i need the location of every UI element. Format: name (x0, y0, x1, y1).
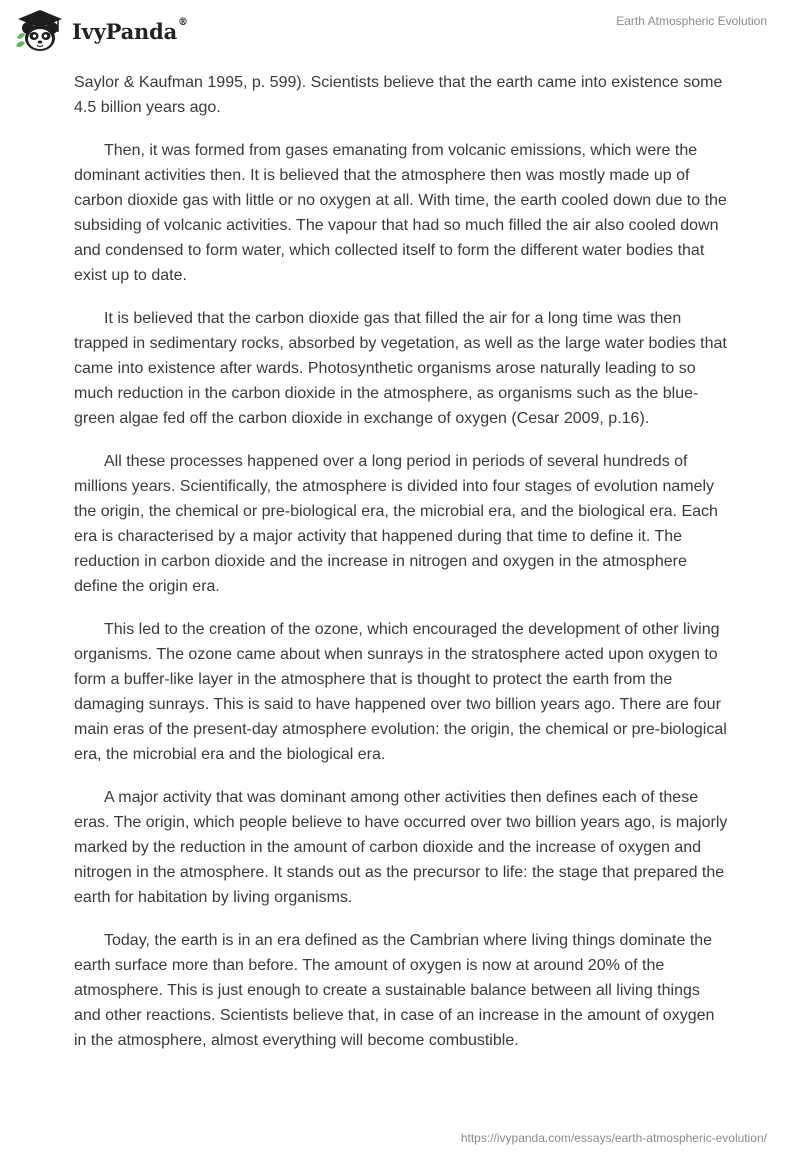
brand-name (72, 16, 188, 44)
source-url[interactable]: https://ivypanda.com/essays/earth-atmospheric-evolution/ (460, 1131, 767, 1145)
paragraph: Today, the earth is in an era defined as the Cambrian where living things dominate the earth surface more than before. The amount of oxygen is now at around 20% of the atmosphere. This is just enough to create a sustainable balance between all living things and other reactions. Scientists believe that, in case of an increase in the amount of oxygen in the atmosphere, almost everything will become combustible. (74, 932, 715, 1049)
brand-text: IvyPanda (72, 18, 178, 44)
paragraph: Saylor & Kaufman 1995, p. 599). Scientists believe that the earth came into existence some 4.5 billion years ago. (74, 74, 723, 116)
panda-logo-icon (14, 8, 66, 54)
paragraph: A major activity that was dominant among other activities then defines each of these eras. The origin, which people believe to have occurred over two billion years ago, is majorly marked by the reduction in the amount of carbon dioxide and the increase of oxygen and nitrogen in the atmosphere. It stands out as the precursor to life: the stage that prepared the earth for habitation by living organisms. (74, 789, 728, 906)
paragraph: It is believed that the carbon dioxide gas that filled the air for a long time was then trapped in sedimentary rocks, absorbed by vegetation, as well as the large water bodies that came into existence after wards. Photosynthetic organisms arose naturally leading to so much reduction in the carbon dioxide in the atmosphere, as organisms such as the blue-green algae fed off the carbon dioxide in exchange of oxygen (Cesar 2009, p.16). (74, 310, 727, 427)
paragraph: Then, it was formed from gases emanating from volcanic emissions, which were the dominant activities then. It is believed that the atmosphere then was mostly made up of carbon dioxide gas with little or no oxygen at all. With time, the earth cooled down due to the subsiding of volcanic activities. The vapour that had so much filled the air also cooled down and condensed to form water, which collected itself to form the different water bodies that exist up to date. (74, 142, 727, 284)
page-header (0, 0, 800, 64)
registered-mark: ® (178, 16, 188, 28)
essay-body (74, 70, 730, 1071)
document-title: Earth Atmospheric Evolution (616, 14, 767, 28)
paragraph: All these processes happened over a long period in periods of several hundreds of millions years. Scientifically, the atmosphere is divided into four stages of evolution namely the origin, the chemical or pre-biological era, the microbial era, and the biological era. Each era is characterised by a major activity that happened during that time to define it. The reduction in carbon dioxide and the increase in nitrogen and oxygen in the atmosphere define the origin era. (74, 453, 718, 595)
ivypanda-logo[interactable] (14, 8, 188, 54)
paragraph: This led to the creation of the ozone, which encouraged the development of other living organisms. The ozone came about when sunrays in the stratosphere acted upon oxygen to form a buffer-like layer in the atmosphere that is thought to protect the earth from the damaging sunrays. This is said to have happened over two billion years ago. There are four main eras of the present-day atmosphere evolution: the origin, the chemical or pre-biological era, the microbial era and the biological era. (74, 621, 727, 763)
